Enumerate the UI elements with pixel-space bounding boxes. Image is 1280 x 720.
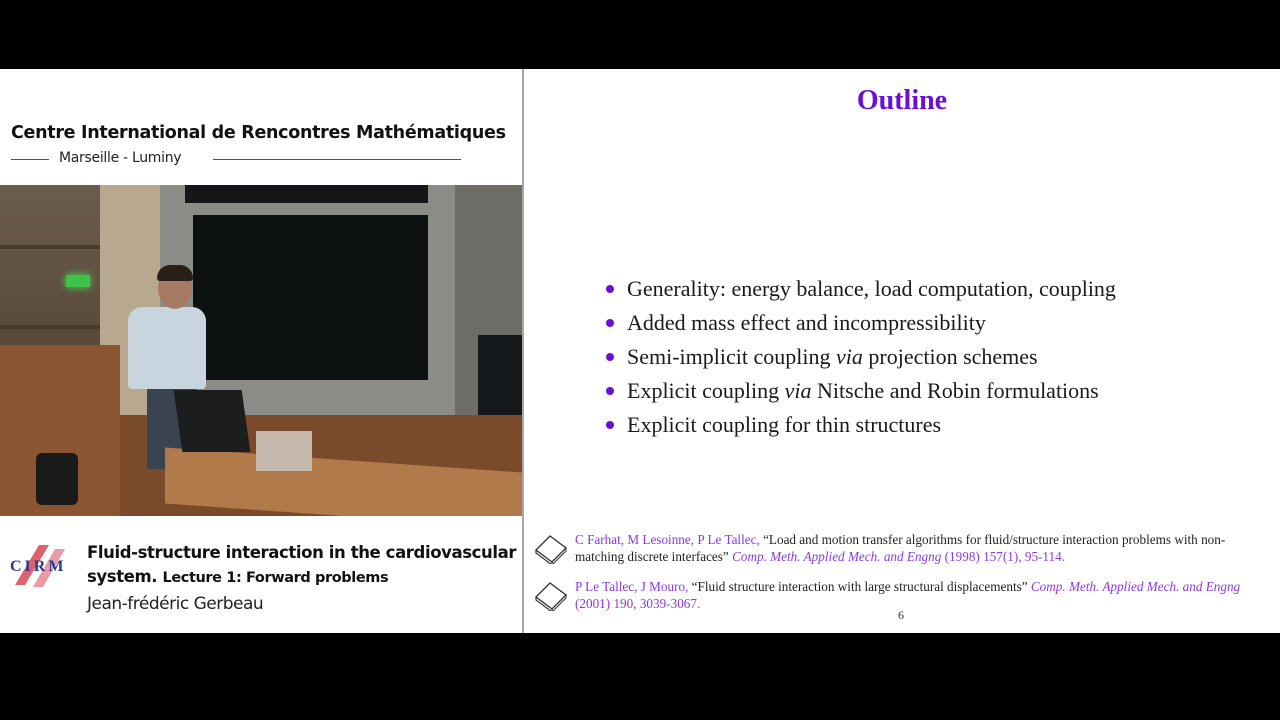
video-person-body [128,307,206,389]
reference-title: “Fluid structure interaction with large structural displacements” [688,579,1031,594]
reference-journal: Comp. Meth. Applied Mech. and Engng [1030,579,1241,594]
presentation-slide [524,69,1280,633]
video-monitor [174,390,251,452]
outline-item [604,308,1116,342]
talk-title [87,541,517,590]
slide-title: Outline [856,85,948,116]
video-bin [36,453,78,505]
outline-item-text: Generality: energy balance, load computation, coupling [627,276,1116,301]
reference-details: (2001) 190, 3039-3067. [575,596,701,611]
organization-location: Marseille - Luminy [59,150,182,166]
outline-list [604,274,1116,444]
reference-authors: C Farhat, M Lesoinne, P Le Tallec, [575,532,760,547]
bullet-icon [606,319,614,327]
cirm-logo-icon [9,543,75,587]
reference-details: (1998) 157(1), 95-114. [941,549,1066,564]
reference-authors: P Le Tallec, J Mouro, [575,579,689,594]
outline-item-text: projection schemes [862,344,1038,369]
divider-line [11,159,49,160]
organization-location-row [11,149,461,169]
svg-text:CIRM: CIRM [10,558,67,575]
outline-item-text: Explicit coupling [627,378,785,403]
lecturer-video [0,185,522,516]
book-icon [534,581,568,611]
outline-item-text: Explicit coupling for thin structures [627,412,942,437]
reference-title: “Load and motion transfer algorithms for fluid/structure interaction problems with non-matching discrete interfaces” [575,532,1226,564]
organization-name: Centre International de Rencontres Mathématiques [11,123,506,143]
video-wall-stripe [0,245,110,249]
outline-item-emphasis: via [835,344,863,369]
reference-item [534,578,1274,612]
book-icon [534,534,568,564]
bullet-icon [606,387,614,395]
outline-item-text: Semi-implicit coupling [627,344,836,369]
video-blackboard [193,215,428,380]
outline-item-text: Added mass effect and incompressibility [627,310,986,335]
video-person-hair [157,265,193,281]
outline-item [604,274,1116,308]
video-laptop [256,431,312,471]
outline-item-emphasis: via [784,378,812,403]
video-frame [0,69,1280,633]
exit-sign-icon [66,275,90,287]
bullet-icon [606,353,614,361]
reference-journal: Comp. Meth. Applied Mech. and Engng [732,549,942,564]
bullet-icon [606,285,614,293]
outline-item [604,342,1116,376]
slide-page-number: 6 [898,608,904,622]
talk-title-main: Fluid-structure interaction in the cardiovascular system. [87,543,517,586]
video-blackboard-upper [185,185,428,203]
outline-item [604,376,1116,410]
video-wall-stripe [0,325,110,329]
talk-title-sub: Lecture 1: Forward problems [162,570,389,586]
bullet-icon [606,421,614,429]
outline-item-text: Nitsche and Robin formulations [811,378,1099,403]
speaker-name: Jean-frédéric Gerbeau [87,594,264,614]
outline-item [604,410,1116,444]
divider-line [213,159,461,160]
reference-item [534,531,1274,565]
left-panel [0,69,522,633]
video-right-board [478,335,522,420]
references [534,531,1274,625]
